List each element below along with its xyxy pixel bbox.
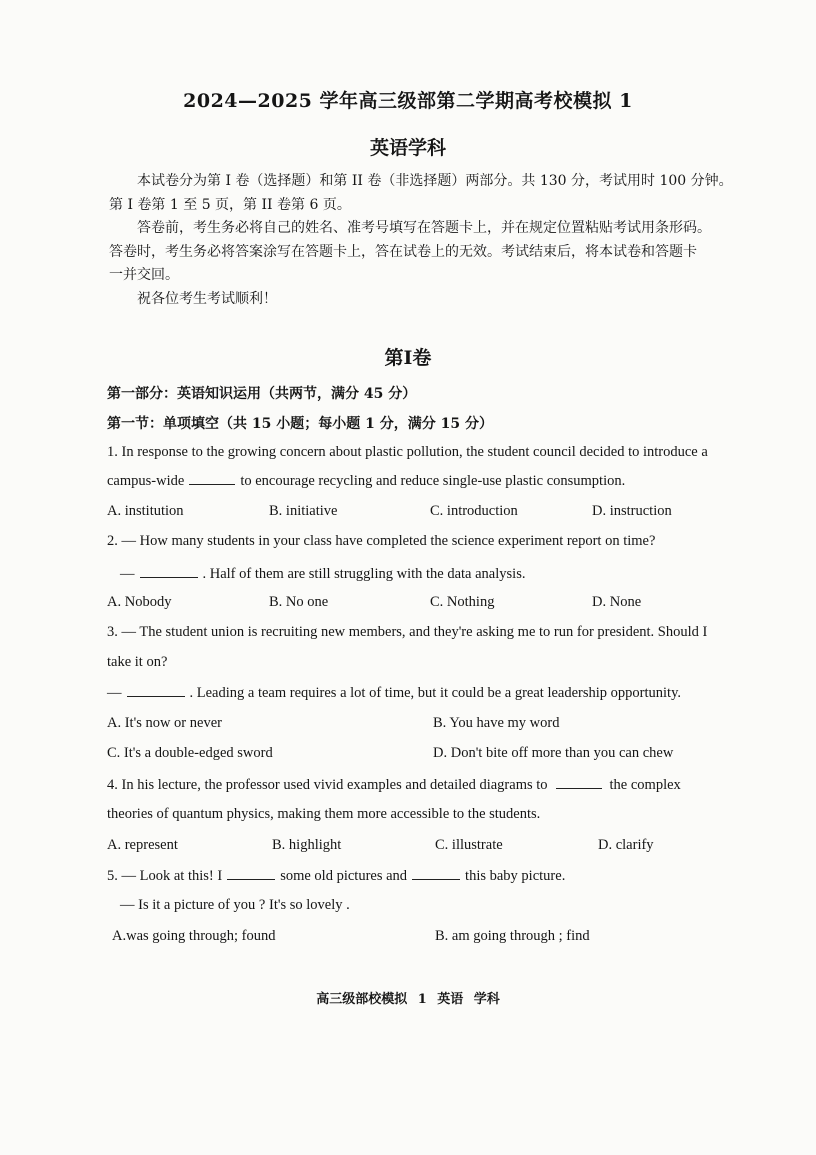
- option-a[interactable]: A. institution: [107, 503, 184, 519]
- option-d[interactable]: D. clarify: [598, 837, 654, 853]
- option-a[interactable]: A. Nobody: [107, 594, 172, 610]
- option-d[interactable]: D. None: [592, 594, 642, 610]
- question-4-stem-cont: theories of quantum physics, making them more accessible to the students.: [107, 806, 541, 822]
- answer-blank: [227, 867, 275, 880]
- option-b[interactable]: B. highlight: [272, 837, 342, 853]
- instruction-line: 答卷前，考生务必将自己的姓名、准考号填写在答题卡上，并在规定位置粘贴考试用条形码。: [137, 220, 711, 236]
- instruction-line: 第 I 卷第 1 至 5 页，第 II 卷第 6 页。: [109, 196, 351, 213]
- question-3-reply: — . Leading a team requires a lot of time, but it could be a great leadership opportunity.: [107, 685, 681, 701]
- question-5-stem: 5. — Look at this! I some old pictures and this baby picture.: [107, 868, 566, 884]
- option-c[interactable]: C. introduction: [430, 503, 518, 519]
- instruction-line: 本试卷分为第 I 卷（选择题）和第 II 卷（非选择题）两部分。共 130 分，考试用时 100 分钟。: [137, 173, 733, 189]
- page-footer: 高三级部校模拟 1 英语 学科: [316, 992, 500, 1007]
- good-luck-line: 祝各位考生考试顺利！: [137, 290, 277, 307]
- answer-blank: [140, 565, 198, 578]
- question-3-stem: 3. — The student union is recruiting new members, and they're asking me to run for president. Should I: [107, 624, 708, 640]
- answer-blank: [412, 867, 460, 880]
- question-5-reply: — Is it a picture of you ? It's so lovely .: [120, 897, 350, 913]
- option-a[interactable]: A.was going through; found: [112, 928, 276, 944]
- option-c[interactable]: C. illustrate: [435, 837, 503, 853]
- instruction-line: 一并交回。: [109, 267, 179, 283]
- exam-instructions: [109, 170, 781, 311]
- question-1-stem-cont: campus-wide to encourage recycling and reduce single-use plastic consumption.: [107, 473, 626, 489]
- volume-heading: 第I卷: [384, 347, 432, 369]
- option-d[interactable]: D. instruction: [592, 503, 672, 519]
- option-a[interactable]: A. represent: [107, 837, 178, 853]
- section-heading: 第一节：单项填空（共 15 小题；每小题 1 分，满分 15 分）: [107, 416, 493, 432]
- instruction-line: 答卷时，考生务必将答案涂写在答题卡上，答在试卷上的无效。考试结束后，将本试卷和答题卡: [109, 243, 697, 260]
- part-heading: 第一部分：英语知识运用（共两节，满分 45 分）: [107, 386, 417, 402]
- answer-blank: [127, 684, 185, 697]
- exam-title: 2024—2025 学年高三级部第二学期高考校模拟 1: [183, 90, 633, 112]
- question-3-stem-cont: take it on?: [107, 654, 168, 670]
- option-d[interactable]: D. Don't bite off more than you can chew: [433, 745, 674, 761]
- option-c[interactable]: C. Nothing: [430, 594, 495, 610]
- option-c[interactable]: C. It's a double-edged sword: [107, 745, 273, 761]
- option-b[interactable]: B. You have my word: [433, 715, 560, 731]
- question-2-stem: 2. — How many students in your class have completed the science experiment report on time?: [107, 533, 656, 549]
- option-b[interactable]: B. initiative: [269, 503, 338, 519]
- question-1-stem: 1. In response to the growing concern about plastic pollution, the student council decided to introduce a: [107, 444, 708, 460]
- subject-heading: 英语学科: [369, 137, 446, 159]
- question-2-reply: — . Half of them are still struggling with the data analysis.: [120, 566, 526, 582]
- question-4-stem: 4. In his lecture, the professor used vivid examples and detailed diagrams to the complex: [107, 777, 681, 793]
- answer-blank: [556, 776, 602, 789]
- option-b[interactable]: B. No one: [269, 594, 329, 610]
- answer-blank: [189, 472, 235, 485]
- option-b[interactable]: B. am going through ; find: [435, 928, 590, 944]
- option-a[interactable]: A. It's now or never: [107, 715, 222, 731]
